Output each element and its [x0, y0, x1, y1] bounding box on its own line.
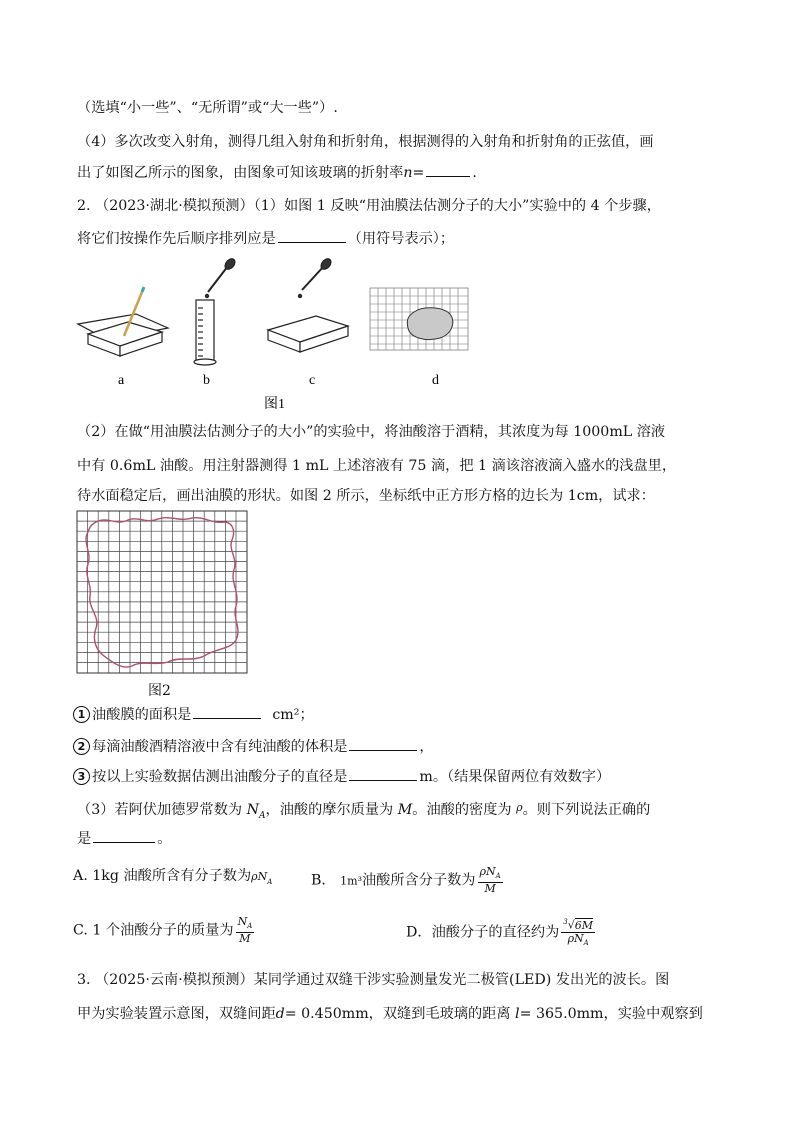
- option-d[interactable]: D．油酸分子的直径约为 $\frac{^3√6M}{\rho N_A}$: [406, 918, 594, 947]
- diameter-blank[interactable]: [349, 766, 417, 781]
- sub-question-2: 2 每滴油酸酒精溶液中含有纯油酸的体积是 ，: [73, 736, 434, 757]
- para-2-line-1: （2）在做“用油膜法估测分子的大小”的实验中，将油酸溶于酒精，其浓度为每 1000mL 溶液: [77, 424, 666, 440]
- sub-question-3: 3 按以上实验数据估测出油酸分子的直径是 m。（结果保留两位有效数字）: [73, 766, 610, 787]
- fig1-label-b: b: [203, 373, 210, 388]
- para-3-line-1: （3）若阿伏加德罗常数为 $N_A$，油酸的摩尔质量为 M。油酸的密度为 $^\rho$。则下列说法正确的: [77, 801, 651, 821]
- figure-1b-cylinder: [194, 257, 237, 365]
- figure-1: [70, 256, 480, 416]
- fig1-caption: 图1: [264, 397, 285, 412]
- correct-option-blank[interactable]: [93, 828, 155, 843]
- circled-two: 2: [73, 738, 90, 755]
- para-3-line-2: 是 。: [77, 828, 171, 849]
- option-b[interactable]: B． 1m³油酸所含分子数为 $\frac{\rho N_A}{M}$: [311, 865, 501, 896]
- fig1-label-a: a: [118, 373, 125, 388]
- figure-1a-tray: [78, 287, 168, 356]
- area-blank[interactable]: [193, 704, 261, 719]
- fig1-label-c: c: [309, 373, 316, 388]
- question-2-order: 将它们按操作先后顺序排列应是 （用符号表示）；: [77, 228, 454, 249]
- option-c[interactable]: C. 1 个油酸分子的质量为 $\frac{N_A}{M}$: [73, 915, 253, 946]
- figure-2: [76, 510, 248, 676]
- figure-1d-grid: [370, 288, 468, 350]
- option-a[interactable]: A. 1kg 油酸所含有分子数为$\rho N_A$: [73, 868, 273, 886]
- question-2-header: 2. （2023·湖北·模拟预测）（1）如图 1 反映“用油膜法估测分子的大小”实验中的 4 个步骤，: [77, 198, 661, 214]
- line-2: （4）多次改变入射角，测得几组入射角和折射角，根据测得的入射角和折射角的正弦值，画: [77, 134, 654, 150]
- fig2-caption: 图2: [148, 683, 171, 699]
- refractive-index-blank[interactable]: [426, 162, 470, 177]
- line-3: 出了如图乙所示的图象，由图象可知该玻璃的折射率n= .: [77, 162, 477, 183]
- fig1-label-d: d: [432, 373, 439, 388]
- para-2-line-3: 待水面稳定后，画出油膜的形状。如图 2 所示，坐标纸中正方形方格的边长为 1cm，试求：: [77, 488, 655, 504]
- order-blank[interactable]: [278, 228, 346, 243]
- circled-three: 3: [73, 768, 90, 785]
- para-2-line-2: 中有 0.6mL 油酸。用注射器测得 1 mL 上述溶液有 75 滴，把 1 滴该溶液滴入盛水的浅盘里，: [77, 458, 677, 474]
- figure-1c-tray: [268, 257, 348, 352]
- question-3-line-1: 3. （2025·云南·模拟预测）某同学通过双缝干涉实验测量发光二极管(LED) 发出光的波长。图: [77, 972, 670, 988]
- sub-question-1: 1 油酸膜的面积是 cm²；: [73, 704, 314, 725]
- circled-one: 1: [73, 706, 90, 723]
- line-1: （选填“小一些”、“无所谓”或“大一些”）.: [77, 100, 338, 116]
- question-3-line-2: 甲为实验装置示意图，双缝间距d= 0.450mm，双缝到毛玻璃的距离 l= 365.0mm，实验中观察到: [77, 1006, 703, 1022]
- volume-blank[interactable]: [349, 736, 417, 751]
